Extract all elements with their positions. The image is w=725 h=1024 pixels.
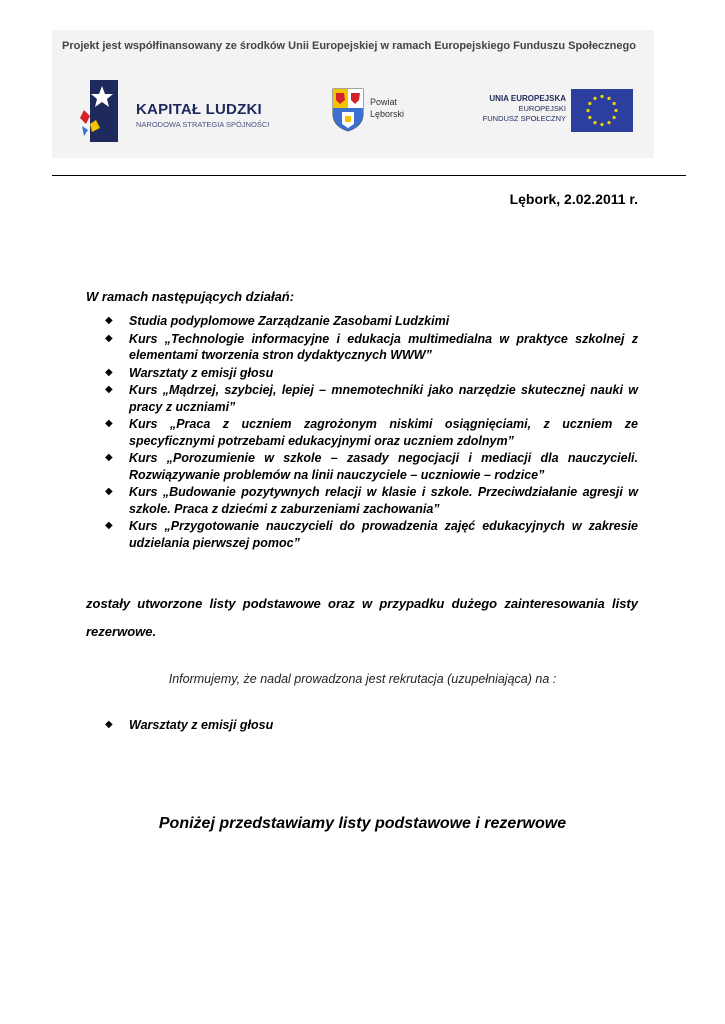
kapital-ludzki-emblem-icon: [80, 80, 124, 142]
list-item: [103, 717, 638, 734]
action-text: Studia podyplomowe Zarządzanie Zasobami Ludzkimi: [129, 314, 450, 328]
list-item: [103, 450, 638, 483]
bullet-icon: ◆: [105, 384, 113, 395]
list-item: [103, 484, 638, 517]
actions-list: [103, 313, 638, 552]
project-cofinancing-line: Projekt jest współfinansowany ze środków Unii Europejskiej w ramach Europejskiego Funduszu Społecznego: [62, 40, 636, 52]
action-text: Kurs „Budowanie pozytywnych relacji w klasie i szkole. Przeciwdziałanie agresji w szkole. Praca z dziećmi z zaburzeniami zachowania”: [129, 485, 638, 516]
list-item: [103, 416, 638, 449]
recruitment-list: [103, 717, 638, 734]
eu-text-block: [470, 94, 566, 124]
list-item: [103, 313, 638, 330]
recruitment-info: Informujemy, że nadal prowadzona jest rekrutacja (uzupełniająca) na :: [168, 672, 557, 686]
document-date: Lębork, 2.02.2011 r.: [509, 191, 638, 207]
action-text: Kurs „Porozumienie w szkole – zasady negocjacji i mediacji dla nauczycieli. Rozwiązywanie problemów na linii nauczyciele – uczniowie – rodzice”: [129, 451, 638, 482]
kapital-ludzki-title: KAPITAŁ LUDZKI: [136, 101, 262, 118]
action-text: Kurs „Mądrzej, szybciej, lepiej – mnemotechniki jako narzędzie skutecznej nauki w pracy z uczniami”: [129, 383, 638, 414]
eu-star-icon: [613, 102, 616, 105]
eu-star-icon: [593, 97, 596, 100]
list-item: [103, 382, 638, 415]
eu-star-icon: [586, 109, 589, 112]
header-divider: [52, 175, 686, 176]
eu-star-icon: [588, 102, 591, 105]
powiat-coat-of-arms-icon: [332, 88, 364, 132]
eu-fund-label-1: EUROPEJSKI: [518, 104, 566, 113]
bullet-icon: ◆: [105, 315, 113, 326]
leborski-label: Lęborski: [370, 109, 405, 119]
eu-star-icon: [600, 123, 603, 126]
bullet-icon: ◆: [105, 332, 113, 344]
eu-star-icon: [607, 121, 610, 124]
powiat-label: Powiat: [370, 97, 398, 107]
closing-heading: Poniżej przedstawiamy listy podstawowe i rezerwowe: [158, 815, 567, 832]
eu-star-icon: [588, 116, 591, 119]
eu-star-icon: [607, 97, 610, 100]
action-text: Kurs „Praca z uczniem zagrożonym niskimi osiągnięciami, z uczniem ze specyficznymi potrzebami edukacyjnymi oraz uczniem zdolnym”: [129, 417, 638, 448]
powiat-leborski-logo: [332, 88, 422, 134]
kapital-ludzki-logo: [80, 80, 280, 144]
bullet-icon: ◆: [105, 520, 113, 531]
eu-fund-label-2: FUNDUSZ SPOŁECZNY: [482, 114, 566, 123]
eu-flag-icon: [571, 89, 633, 132]
action-text: Kurs „Przygotowanie nauczycieli do prowadzenia zajęć edukacyjnych w zakresie udzielania pierwszej pomoc”: [129, 519, 638, 550]
result-paragraph: zostały utworzone listy podstawowe oraz w przypadku dużego zainteresowania listy rezerwowe.: [86, 596, 638, 639]
bullet-icon: ◆: [105, 452, 113, 463]
action-text: Kurs „Technologie informacyjne i edukacja multimedialna w praktyce szkolnej z elementami tworzenia stron dydaktycznych WWW”: [129, 331, 638, 362]
intro-heading: W ramach następujących działań:: [86, 289, 295, 304]
action-text: Warsztaty z emisji głosu: [129, 365, 274, 380]
eu-star-icon: [613, 116, 616, 119]
bullet-icon: ◆: [105, 486, 113, 497]
eu-star-icon: [593, 121, 596, 124]
eu-union-label: UNIA EUROPEJSKA: [489, 94, 566, 103]
list-item: [103, 365, 638, 382]
bullet-icon: ◆: [105, 366, 113, 378]
list-item: [103, 518, 638, 551]
kapital-ludzki-subtitle: NARODOWA STRATEGIA SPÓJNOŚCI: [136, 120, 270, 129]
eu-star-icon: [614, 109, 617, 112]
recruitment-text: Warsztaty z emisji głosu: [129, 718, 274, 732]
eu-star-icon: [600, 95, 603, 98]
bullet-icon: ◆: [105, 418, 113, 429]
bullet-icon: ◆: [105, 719, 113, 730]
list-item: [103, 331, 638, 364]
